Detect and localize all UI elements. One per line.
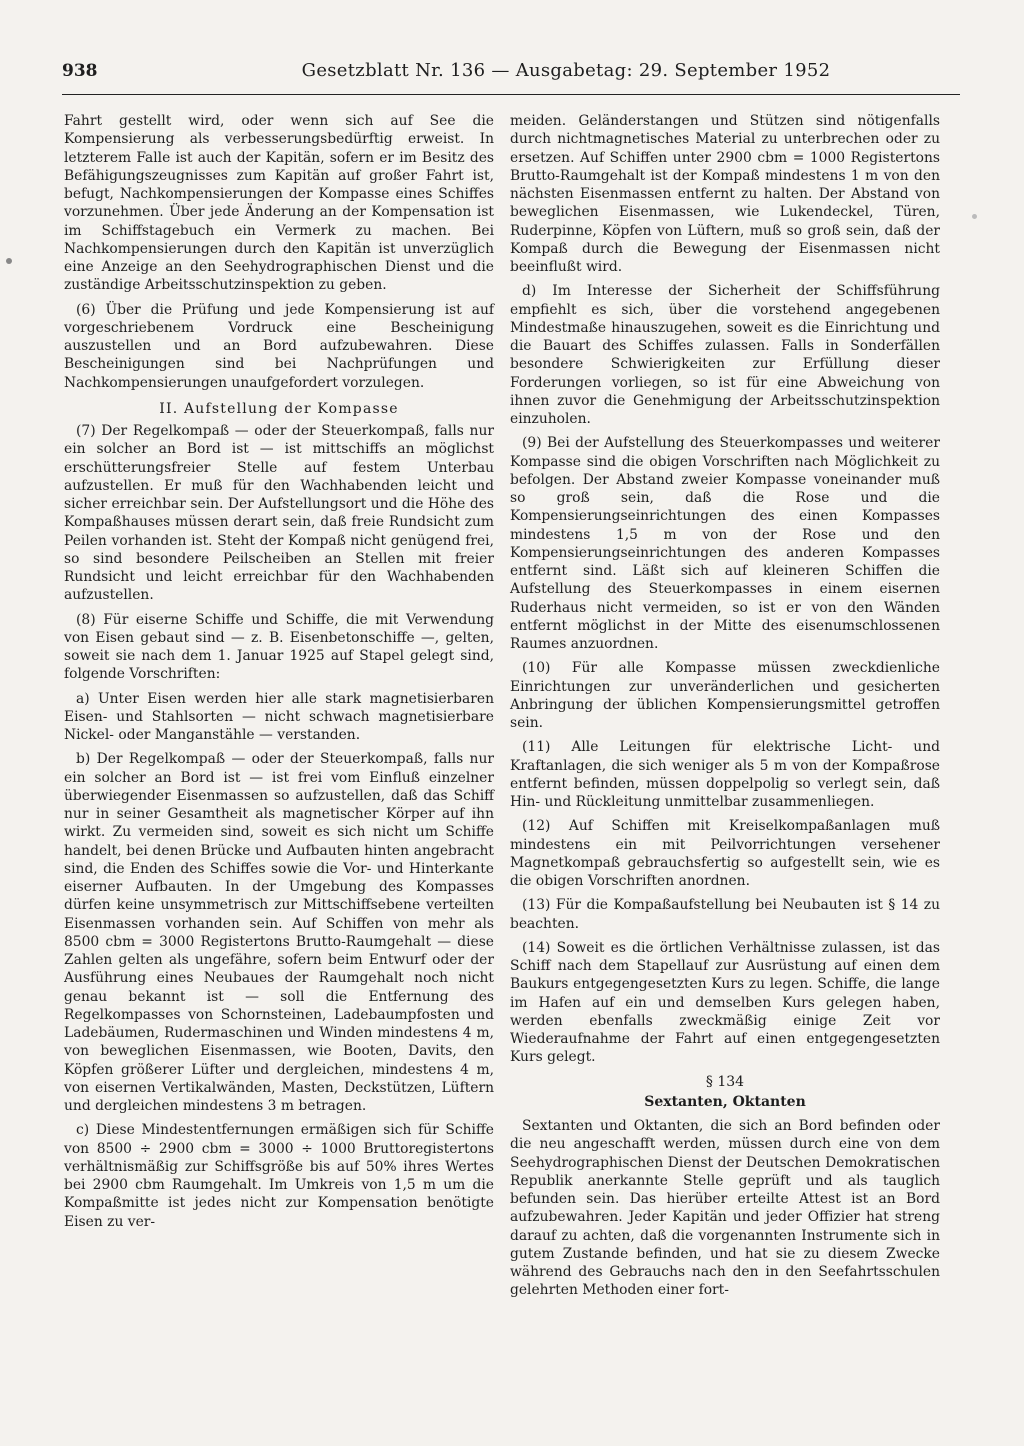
paragraph: (10) Für alle Kompasse müssen zweckdienliche Einrichtungen zur unveränderlichen und gesicherten Anbringung der üblichen Kompensierungsmittel getroffen sein. [510, 660, 940, 731]
page-number: 938 [62, 61, 98, 81]
paragraph: (6) Über die Prüfung und jede Kompensierung ist auf vorgeschriebenem Vordruck eine Bescheinigung auszustellen und an Bord aufzubewahren. Diese Bescheinigungen sind bei Nachprüfungen und Nachkompensierungen unaufgefordert vorzulegen. [64, 301, 494, 391]
paragraph: (13) Für die Kompaßaufstellung bei Neubauten ist § 14 zu beachten. [510, 897, 940, 932]
paragraph: (12) Auf Schiffen mit Kreiselkompaßanlagen muß mindestens ein mit Peilvorrichtungen versehener Magnetkompaß gebrauchsfertig so aufgestellt sein, wie es die obigen Vorschriften anordnen. [510, 818, 940, 889]
paragraph: Fahrt gestellt wird, oder wenn sich auf See die Kompensierung als verbesserungsbedürftig erweist. In letzterem Falle ist auch der Kapitän, sofern er im Besitz des Befähigungszeugnisses zum Kapitän auf großer Fahrt ist, befugt, Nachkompensierungen der Kompasse eines Schiffes vorzunehmen. Über jede Änderung an der Kompensation ist im Schiffstagebuch ein Vermerk zu machen. Bei Nachkompensierungen durch den Kapitän ist unverzüglich eine Anzeige an den Seehydrographischen Dienst und die zuständige Arbeitsschutzinspektion zu geben. [64, 113, 494, 294]
print-speck [6, 258, 12, 264]
paragraph: (7) Der Regelkompaß — oder der Steuerkompaß, falls nur ein solcher an Bord ist — ist mittschiffs an möglichst erschütterungsfreier Stelle auf festem Unterbau aufzustellen. Er muß für den Wachhabenden leicht und sicher erreichbar sein. Der Aufstellungsort und die Höhe des Kompaßhauses müssen derart sein, daß freie Rundsicht zum Peilen vorhanden ist. Steht der Kompaß nicht genügend frei, so sind besondere Peilscheiben an Stellen mit freier Rundsicht und leicht erreichbar für den Wachhabenden aufzustellen. [64, 423, 494, 604]
right-column [510, 112, 940, 1306]
paragraph: Sextanten und Oktanten, die sich an Bord befinden oder die neu angeschafft werden, müssen durch eine von dem Seehydrographischen Dienst der Deutschen Demokratischen Republik anerkannte Stelle geprüft und als tauglich befunden sein. Das hierüber erteilte Attest ist an Bord aufzubewahren. Jeder Kapitän und jeder Offizier hat streng darauf zu achten, daß die vorgenannten Instrumente sich in gutem Zustande befinden, und hat sie zu diesem Zwecke während des Gebrauchs nach den in den Seefahrtsschulen gelehrten Methoden einer fort- [510, 1118, 940, 1299]
print-speck [972, 214, 977, 219]
paragraph: (11) Alle Leitungen für elektrische Licht- und Kraftanlagen, die sich weniger als 5 m von der Kompaßrose entfernt befinden, müssen doppelpolig so verlegt sein, daß Hin- und Rückleitung unmittelbar zusammenliegen. [510, 739, 940, 810]
paragraph: (14) Soweit es die örtlichen Verhältnisse zulassen, ist das Schiff nach dem Stapellauf zur Ausrüstung auf einen dem Baukurs entgegengesetzten Kurs zu legen. Schiffe, die lange im Hafen auf ein und demselben Kurs gelegen haben, werden ebenfalls zweckmäßig einige Zeit vor Wiederaufnahme der Fahrt auf einen entgegengesetzten Kurs gelegt. [510, 939, 940, 1066]
section-number: § 134 [705, 1073, 745, 1090]
paragraph: (8) Für eiserne Schiffe und Schiffe, die mit Verwendung von Eisen gebaut sind — z. B. Eisenbetonschiffe —, gelten, soweit sie nach dem 1. Januar 1925 auf Stapel gelegt sind, folgende Vorschriften: [64, 611, 494, 683]
paragraph: b) Der Regelkompaß — oder der Steuerkompaß, falls nur ein solcher an Bord ist — ist frei vom Einfluß einzelner überwiegender Eisenmassen so aufzustellen, daß das Schiff nur in seiner Gesamtheit als magnetischer Körper auf ihn wirkt. Zu vermeiden sind, soweit es sich nicht um Schiffe handelt, bei denen Brücke und Aufbauten hinten angebracht sind, die Enden des Schiffes sowie die Vor- und Hinterkante eiserner Aufbauten. In der Umgebung des Kompasses dürfen keine unsymmetrisch zur Mittschiffsebene verteilten Eisenmassen vorhanden sein. Auf Schiffen von mehr als 8500 cbm = 3000 Registertons Brutto-Raumgehalt — diese Zahlen gelten als ungefähre, sofern beim Entwurf oder der Ausführung eines Neubaues der Raumgehalt noch nicht genau bekannt ist — soll die Entfernung des Regelkompasses von Schornsteinen, Ladebaumpfosten und Ladebäumen, Rudermaschinen und Winden mindestens 4 m, von beweglichen Eisenmassen, wie Booten, Davits, den Köpfen größerer Lüfter und dergleichen, mindestens 4 m, von eisernen Vertikalwänden, Masten, Deckstützen, Lüftern und dergleichen mindestens 3 m betragen. [64, 751, 494, 1114]
section-heading: II. Aufstellung der Kompasse [159, 400, 399, 417]
page-header [62, 60, 960, 95]
paragraph: (9) Bei der Aufstellung des Steuerkompasses und weiterer Kompasse sind die obigen Vorschriften nach Möglichkeit zu befolgen. Der Abstand zweier Kompasse voneinander muß so groß sein, daß die Rose und die Kompensierungseinrichtungen des einen Kompasses mindestens 1,5 m von der Rose und den Kompensierungseinrichtungen des anderen Kompasses entfernt sind. Läßt sich auf kleineren Schiffen die Aufstellung des Steuerkompasses in einem eisernen Ruderhaus nicht vermeiden, so ist er von den Wänden entfernt möglichst in der Mitte des eisenumschlossenen Raumes anzuordnen. [510, 435, 940, 652]
paragraph: meiden. Geländerstangen und Stützen sind nötigenfalls durch nichtmagnetisches Material zu unterbrechen oder zu ersetzen. Auf Schiffen unter 2900 cbm = 1000 Registertons Brutto-Raumgehalt ist der Kompaß mindestens 1 m von den nächsten Eisenmassen entfernt zu halten. Der Abstand von beweglichen Eisenmassen, wie Lukendeckel, Türen, Ruderpinne, Köpfen von Lüftern, muß so groß sein, daß der Kompaß durch die Bewegung der Eisenmassen nicht beeinflußt wird. [510, 113, 940, 275]
section-title: Sextanten, Oktanten [644, 1093, 806, 1110]
paragraph: a) Unter Eisen werden hier alle stark magnetisierbaren Eisen- und Stahlsorten — nicht schwach magnetisierbare Nickel- oder Manganstähle — verstanden. [64, 690, 494, 743]
paragraph: d) Im Interesse der Sicherheit der Schiffsführung empfiehlt es sich, über die vorstehend angegebenen Mindestmaße hinauszugehen, soweit es die Einrichtung und die Bauart des Schiffes zulassen. Falls in Sonderfällen besondere Schwierigkeiten zur Erfüllung dieser Forderungen vorliegen, so ist für eine Abweichung von ihnen zuvor die Genehmigung der Arbeitsschutzinspektion einzuholen. [510, 283, 940, 427]
left-column [64, 112, 494, 1237]
running-title: Gesetzblatt Nr. 136 — Ausgabetag: 29. September 1952 [301, 60, 831, 81]
paragraph: c) Diese Mindestentfernungen ermäßigen sich für Schiffe von 8500 ÷ 2900 cbm = 3000 ÷ 1000 Bruttoregistertons verhältnismäßig zur Schiffsgröße bis auf 50% ihres Wertes bei 2900 cbm Raumgehalt. Im Umkreis von 1,5 m um die Kompaßmitte ist jedes nicht zur Kompensation benötigte Eisen zu ver- [64, 1122, 494, 1230]
